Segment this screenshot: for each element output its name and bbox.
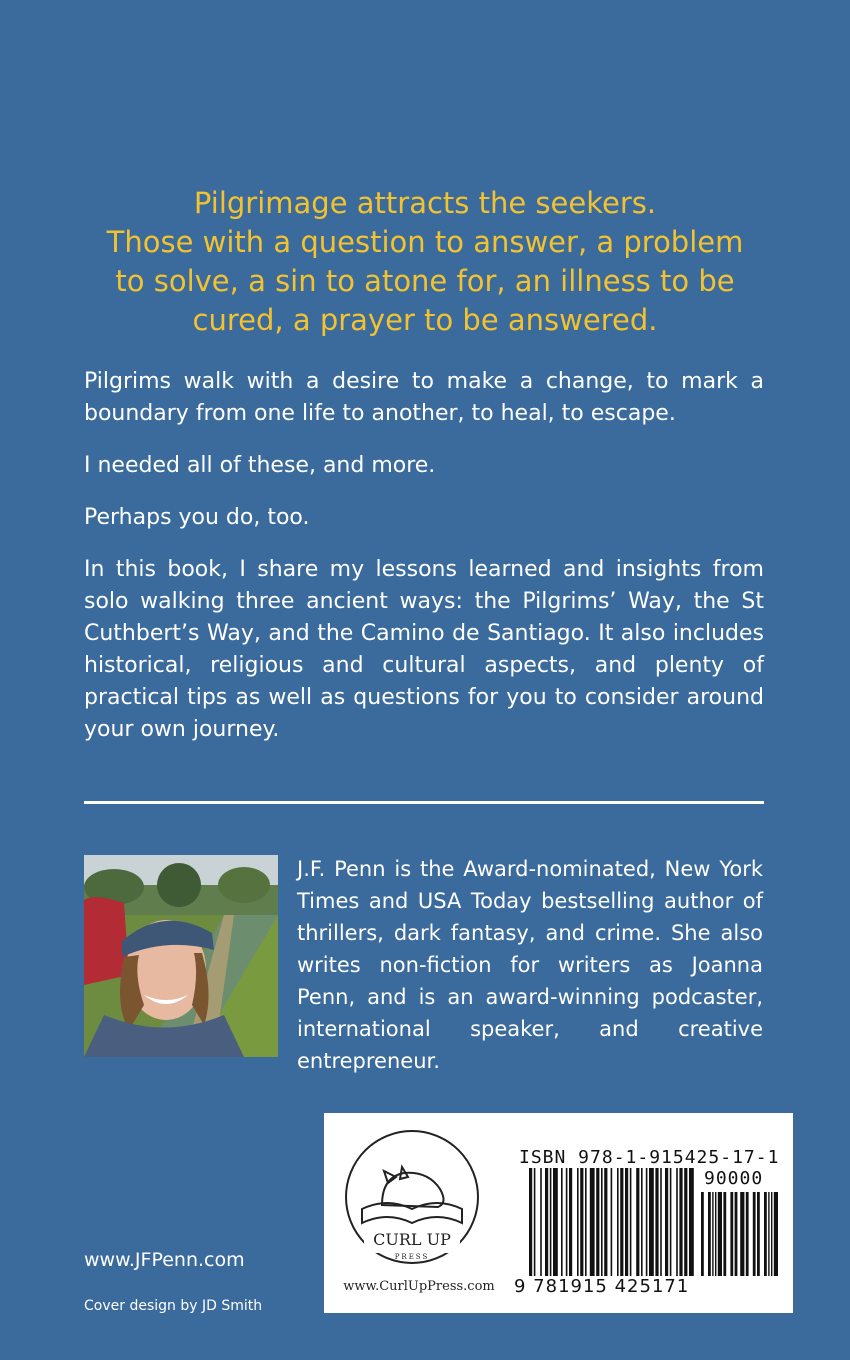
cover-credit: Cover design by JD Smith (84, 1298, 263, 1314)
barcode-bar (569, 1168, 572, 1276)
barcode-bar (585, 1168, 587, 1276)
barcode-bar (689, 1168, 694, 1276)
barcode-bar (617, 1168, 619, 1276)
section-divider (84, 801, 764, 804)
barcode-bar (646, 1168, 648, 1276)
barcode-addon-bar (730, 1192, 733, 1276)
quote-line: to solve, a sin to atone for, an illness to be (115, 264, 735, 298)
author-bio: J.F. Penn is the Award-nominated, New York Times and USA Today bestselling author of thrillers, dark fantasy, and crime. She also writes non-fiction for writers as Joanna Penn, and is an award-winning podcaster, international speaker, and creative entrepreneur. (297, 857, 763, 1073)
barcode-bar (580, 1168, 583, 1276)
description-paragraph: Pilgrims walk with a desire to make a change, to mark a boundary from one life to another, to heal, to escape. (84, 369, 764, 426)
quote-line: Those with a question to answer, a problem (106, 225, 744, 259)
barcode-bar (630, 1168, 632, 1276)
barcode-bar (620, 1168, 623, 1276)
barcode-addon-bar (764, 1192, 767, 1276)
author-photo (84, 855, 278, 1057)
barcode-bar (540, 1168, 542, 1276)
barcode-addon-bar (746, 1192, 749, 1276)
barcode-bar (665, 1168, 668, 1276)
publisher-website[interactable]: www.CurlUpPress.com (343, 1279, 495, 1294)
barcode-addon-bar (735, 1192, 738, 1276)
description-paragraph: Perhaps you do, too. (84, 505, 310, 530)
quote-line: Pilgrimage attracts the seekers. (193, 186, 657, 220)
barcode-bar (534, 1168, 536, 1276)
price-code: 90000 (704, 1168, 764, 1189)
barcode-bar (679, 1168, 682, 1276)
isbn-label: ISBN 978-1-915425-17-1 (519, 1147, 780, 1168)
barcode-addon-bar (753, 1192, 756, 1276)
description-paragraph: I needed all of these, and more. (84, 453, 436, 478)
barcode-bar (625, 1168, 628, 1276)
barcode-bar (660, 1168, 662, 1276)
barcode-addon-bar (768, 1192, 769, 1276)
barcode-bar (601, 1168, 603, 1276)
barcode-bar (553, 1168, 558, 1276)
barcode-bar (684, 1168, 687, 1276)
barcode-addon-bar (718, 1192, 722, 1276)
barcode-bar (550, 1168, 552, 1276)
barcode-bar (596, 1168, 599, 1276)
barcode-bar (636, 1168, 639, 1276)
barcode-addon-bar (771, 1192, 772, 1276)
barcode-addon-bar (757, 1192, 760, 1276)
quote-line: cured, a prayer to be answered. (192, 303, 658, 337)
book-description (84, 366, 764, 766)
publisher-logo-subtext: PRESS (394, 1253, 430, 1261)
barcode-bar (649, 1168, 654, 1276)
barcode-addon-bar (740, 1192, 744, 1276)
barcode-bar (545, 1168, 548, 1276)
barcode-bar (529, 1168, 532, 1276)
barcode-bar (561, 1168, 563, 1276)
barcode-bar (611, 1168, 613, 1276)
barcode-number: 9 781915 425171 (514, 1276, 690, 1297)
barcode-bar (566, 1168, 568, 1276)
barcode (529, 1168, 779, 1276)
barcode-bar (590, 1168, 595, 1276)
barcode-addon-bar (701, 1192, 704, 1276)
barcode-panel (324, 1113, 793, 1313)
barcode-addon-bar (774, 1192, 778, 1276)
barcode-addon-bar (712, 1192, 713, 1276)
pull-quote (80, 184, 770, 340)
author-website[interactable]: www.JFPenn.com (84, 1249, 245, 1271)
publisher-logo-text: CURL UP (373, 1230, 451, 1249)
barcode-bar (604, 1168, 607, 1276)
barcode-bar (655, 1168, 658, 1276)
barcode-addon-bar (708, 1192, 711, 1276)
barcode-addon-bar (715, 1192, 716, 1276)
description-paragraph: In this book, I share my lessons learned and insights from solo walking three ancient ways: the Pilgrims’ Way, the St Cuthbert’s Way, and the Camino de Santiago. It also includes historical, religious and cultural aspects, and plenty of practical tips as well as questions for you to consider around your own journey. (84, 557, 764, 742)
barcode-bar (641, 1168, 643, 1276)
barcode-bar (676, 1168, 678, 1276)
barcode-addon-bar (723, 1192, 726, 1276)
barcode-bar (577, 1168, 579, 1276)
barcode-bar (670, 1168, 672, 1276)
publisher-logo (342, 1127, 482, 1277)
